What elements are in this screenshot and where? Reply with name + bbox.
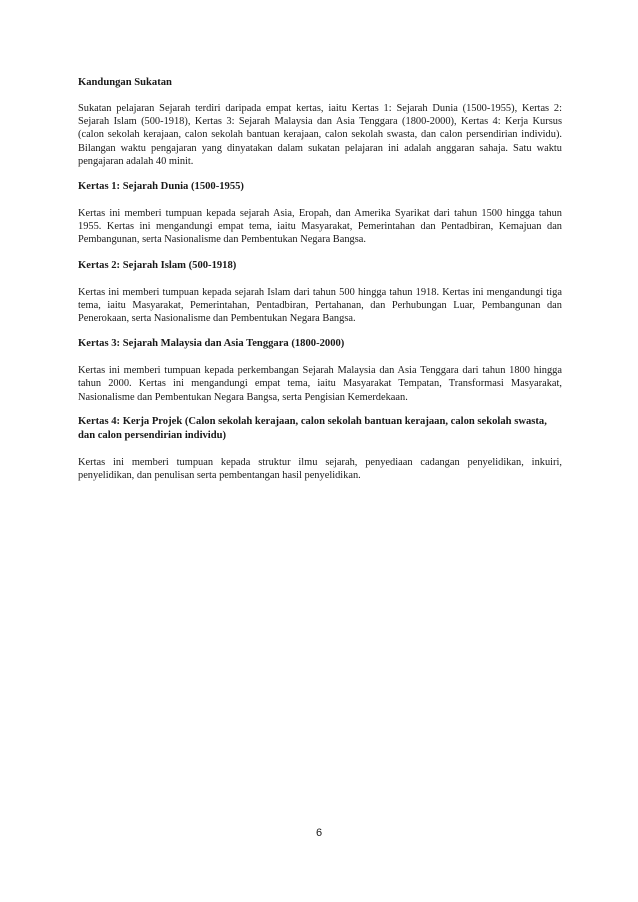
section-heading-kertas-4: Kertas 4: Kerja Projek (Calon sekolah kerajaan, calon sekolah bantuan kerajaan, calon sekolah swasta, dan calon persendirian individu) [78, 415, 547, 441]
section-heading-kertas-2: Kertas 2: Sejarah Islam (500-1918) [78, 259, 237, 271]
section-body-kertas-1: Kertas ini memberi tumpuan kepada sejarah Asia, Eropah, dan Amerika Syarikat dari tahun 1500 hingga tahun 1955. Kertas ini mengandungi empat tema, iaitu Masyarakat, Pemerintahan dan Pentadbiran, Kemajuan dan Pembangunan, serta Nasionalisme dan Pembentukan Negara Bangsa. [78, 208, 562, 246]
section-body-kertas-4: Kertas ini memberi tumpuan kepada struktur ilmu sejarah, penyediaan cadangan penyelidikan, inkuiri, penyelidikan, dan penulisan serta pembentangan hasil penyelidikan. [78, 456, 562, 482]
intro-paragraph: Sukatan pelajaran Sejarah terdiri daripada empat kertas, iaitu Kertas 1: Sejarah Dunia (1500-1955), Kertas 2: Sejarah Islam (500-1918), Kertas 3: Sejarah Malaysia dan Asia Tenggara (1800-2000), Kertas 4: Kerja Kursus (calon sekolah kerajaan, calon sekolah bantuan kerajaan, calon sekolah swasta, dan calon persendirian individu). Bilangan waktu pengajaran yang dinyatakan dalam sukatan pelajaran ini adalah anggaran sahaja. Satu waktu pengajaran adalah 40 minit. [78, 103, 562, 167]
document-page [78, 76, 562, 482]
section-body-kertas-3: Kertas ini memberi tumpuan kepada perkembangan Sejarah Malaysia dan Asia Tenggara dari tahun 1800 hingga tahun 2000. Kertas ini mengandungi empat tema, iaitu Masyarakat Tempatan, Transformasi Masyarakat, Nasionalisme dan Pembentukan Negara Bangsa, serta Pengisian Kemerdekaan. [78, 365, 562, 403]
section-heading-kertas-3: Kertas 3: Sejarah Malaysia dan Asia Tenggara (1800-2000) [78, 338, 345, 350]
main-heading: Kandungan Sukatan [78, 77, 172, 88]
page-number: 6 [315, 827, 323, 839]
section-body-kertas-2: Kertas ini memberi tumpuan kepada sejarah Islam dari tahun 500 hingga tahun 1918. Kertas ini mengandungi tiga tema, iaitu Masyarakat, Pemerintahan, Pentadbiran, Pertahanan, dan Perhubungan Luar, Pembangunan dan Penerokaan, serta Nasionalisme dan Pembentukan Negara Bangsa. [78, 286, 562, 325]
section-heading-kertas-1: Kertas 1: Sejarah Dunia (1500-1955) [78, 181, 244, 193]
